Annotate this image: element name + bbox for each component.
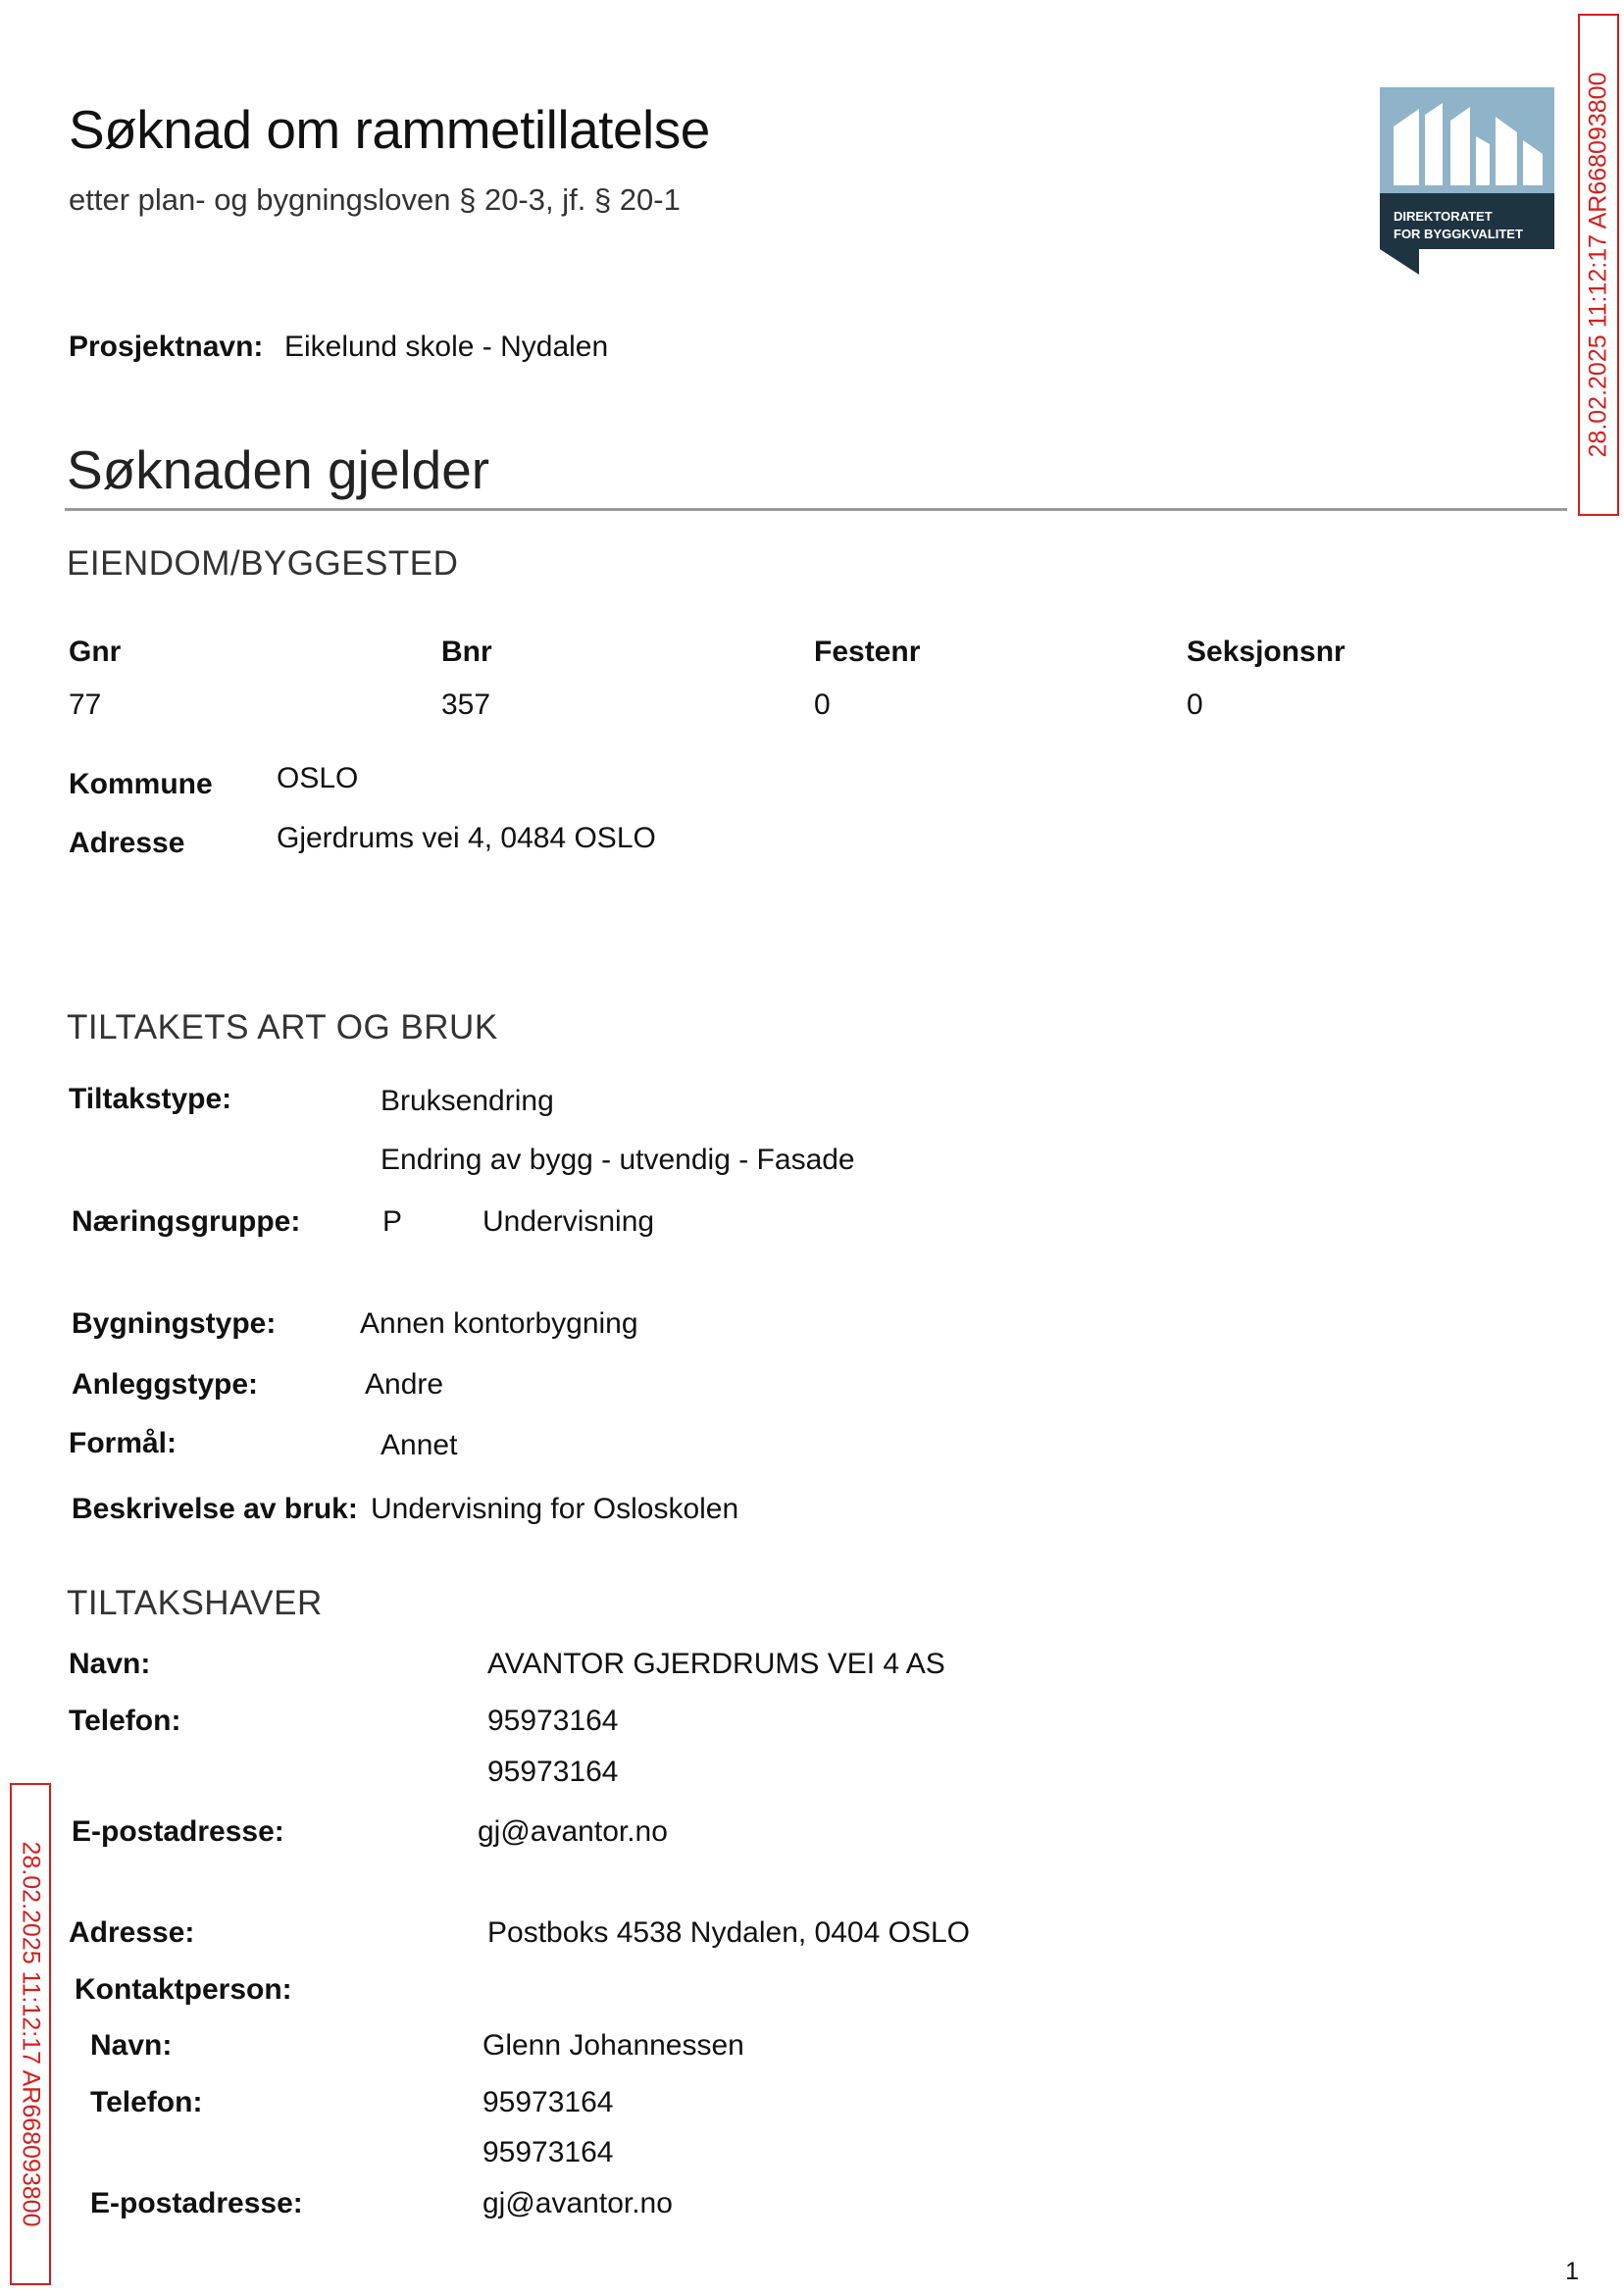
page-number: 1: [1565, 2258, 1579, 2285]
section-heading: Søknaden gjelder: [67, 439, 490, 500]
bnr-value: 357: [441, 688, 491, 721]
tiltak-heading: TILTAKETS ART OG BRUK: [67, 1008, 498, 1046]
document-title: Søknad om rammetillatelse: [69, 99, 710, 160]
logo-line1: DIREKTORATET: [1394, 209, 1493, 224]
document-subtitle: etter plan- og bygningsloven § 20-3, jf. § 20-1: [69, 182, 681, 217]
tiltakstype-value-2: Endring av bygg - utvendig - Fasade: [381, 1144, 855, 1176]
tiltakshaver-navn-label: Navn:: [69, 1648, 151, 1680]
beskrivelse-value: Undervisning for Osloskolen: [371, 1493, 739, 1525]
tiltakshaver-adresse-label: Adresse:: [69, 1916, 195, 1949]
tiltakshaver-adresse-value: Postboks 4538 Nydalen, 0404 OSLO: [487, 1916, 970, 1949]
timestamp-stamp-top: [1578, 14, 1619, 516]
kommune-value: OSLO: [277, 762, 359, 794]
project-name-value: Eikelund skole - Nydalen: [284, 331, 609, 363]
logo-graphic: [1380, 87, 1554, 275]
bnr-label: Bnr: [441, 636, 492, 668]
tiltakshaver-telefon-label: Telefon:: [69, 1705, 181, 1737]
dibk-logo: [1380, 87, 1554, 275]
tiltakstype-label: Tiltakstype:: [69, 1083, 232, 1115]
tiltakshaver-telefon-value-1: 95973164: [487, 1705, 619, 1737]
adresse-value: Gjerdrums vei 4, 0484 OSLO: [277, 822, 656, 854]
kontakt-telefon-label: Telefon:: [90, 2086, 203, 2118]
eiendom-heading: EIENDOM/BYGGESTED: [67, 544, 459, 583]
seksjonsnr-label: Seksjonsnr: [1187, 636, 1345, 668]
project-name-label: Prosjektnavn:: [69, 331, 264, 363]
naeringsgruppe-label: Næringsgruppe:: [72, 1205, 301, 1238]
logo-line2: FOR BYGGKVALITET: [1394, 227, 1523, 241]
tiltakshaver-heading: TILTAKSHAVER: [67, 1584, 323, 1622]
bygningstype-label: Bygningstype:: [72, 1307, 277, 1340]
anleggstype-value: Andre: [365, 1368, 444, 1401]
tiltakshaver-epost-label: E-postadresse:: [72, 1815, 284, 1848]
gnr-value: 77: [69, 688, 102, 721]
formal-value: Annet: [381, 1429, 458, 1461]
naeringsgruppe-code: P: [382, 1205, 403, 1238]
formal-label: Formål:: [69, 1427, 178, 1459]
bygningstype-value: Annen kontorbygning: [360, 1307, 638, 1340]
tiltakshaver-navn-value: AVANTOR GJERDRUMS VEI 4 AS: [487, 1648, 945, 1680]
adresse-label: Adresse: [69, 827, 185, 859]
kontakt-navn-value: Glenn Johannessen: [482, 2029, 744, 2062]
seksjonsnr-value: 0: [1187, 688, 1203, 721]
stamp-text-bottom: 28.02.2025 11:12:17 AR668093800: [17, 1841, 45, 2227]
kontakt-epost-label: E-postadresse:: [90, 2187, 303, 2219]
naeringsgruppe-value: Undervisning: [482, 1205, 655, 1238]
timestamp-stamp-bottom: [10, 1783, 51, 2285]
tiltakstype-value-1: Bruksendring: [381, 1085, 554, 1117]
gnr-label: Gnr: [69, 636, 122, 668]
tiltakshaver-epost-value: gj@avantor.no: [478, 1815, 668, 1848]
kontakt-telefon-value-2: 95973164: [482, 2136, 614, 2168]
anleggstype-label: Anleggstype:: [72, 1368, 259, 1401]
stamp-text-top: 28.02.2025 11:12:17 AR668093800: [1584, 72, 1612, 458]
festenr-label: Festenr: [814, 636, 921, 668]
tiltakshaver-telefon-value-2: 95973164: [487, 1756, 619, 1788]
kontakt-navn-label: Navn:: [90, 2029, 173, 2062]
section-divider: [65, 508, 1567, 511]
kontakt-epost-value: gj@avantor.no: [482, 2187, 673, 2219]
kommune-label: Kommune: [69, 768, 213, 800]
beskrivelse-label: Beskrivelse av bruk:: [72, 1493, 358, 1525]
kontaktperson-label: Kontaktperson:: [75, 1973, 292, 2006]
kontakt-telefon-value-1: 95973164: [482, 2086, 614, 2118]
festenr-value: 0: [814, 688, 831, 721]
